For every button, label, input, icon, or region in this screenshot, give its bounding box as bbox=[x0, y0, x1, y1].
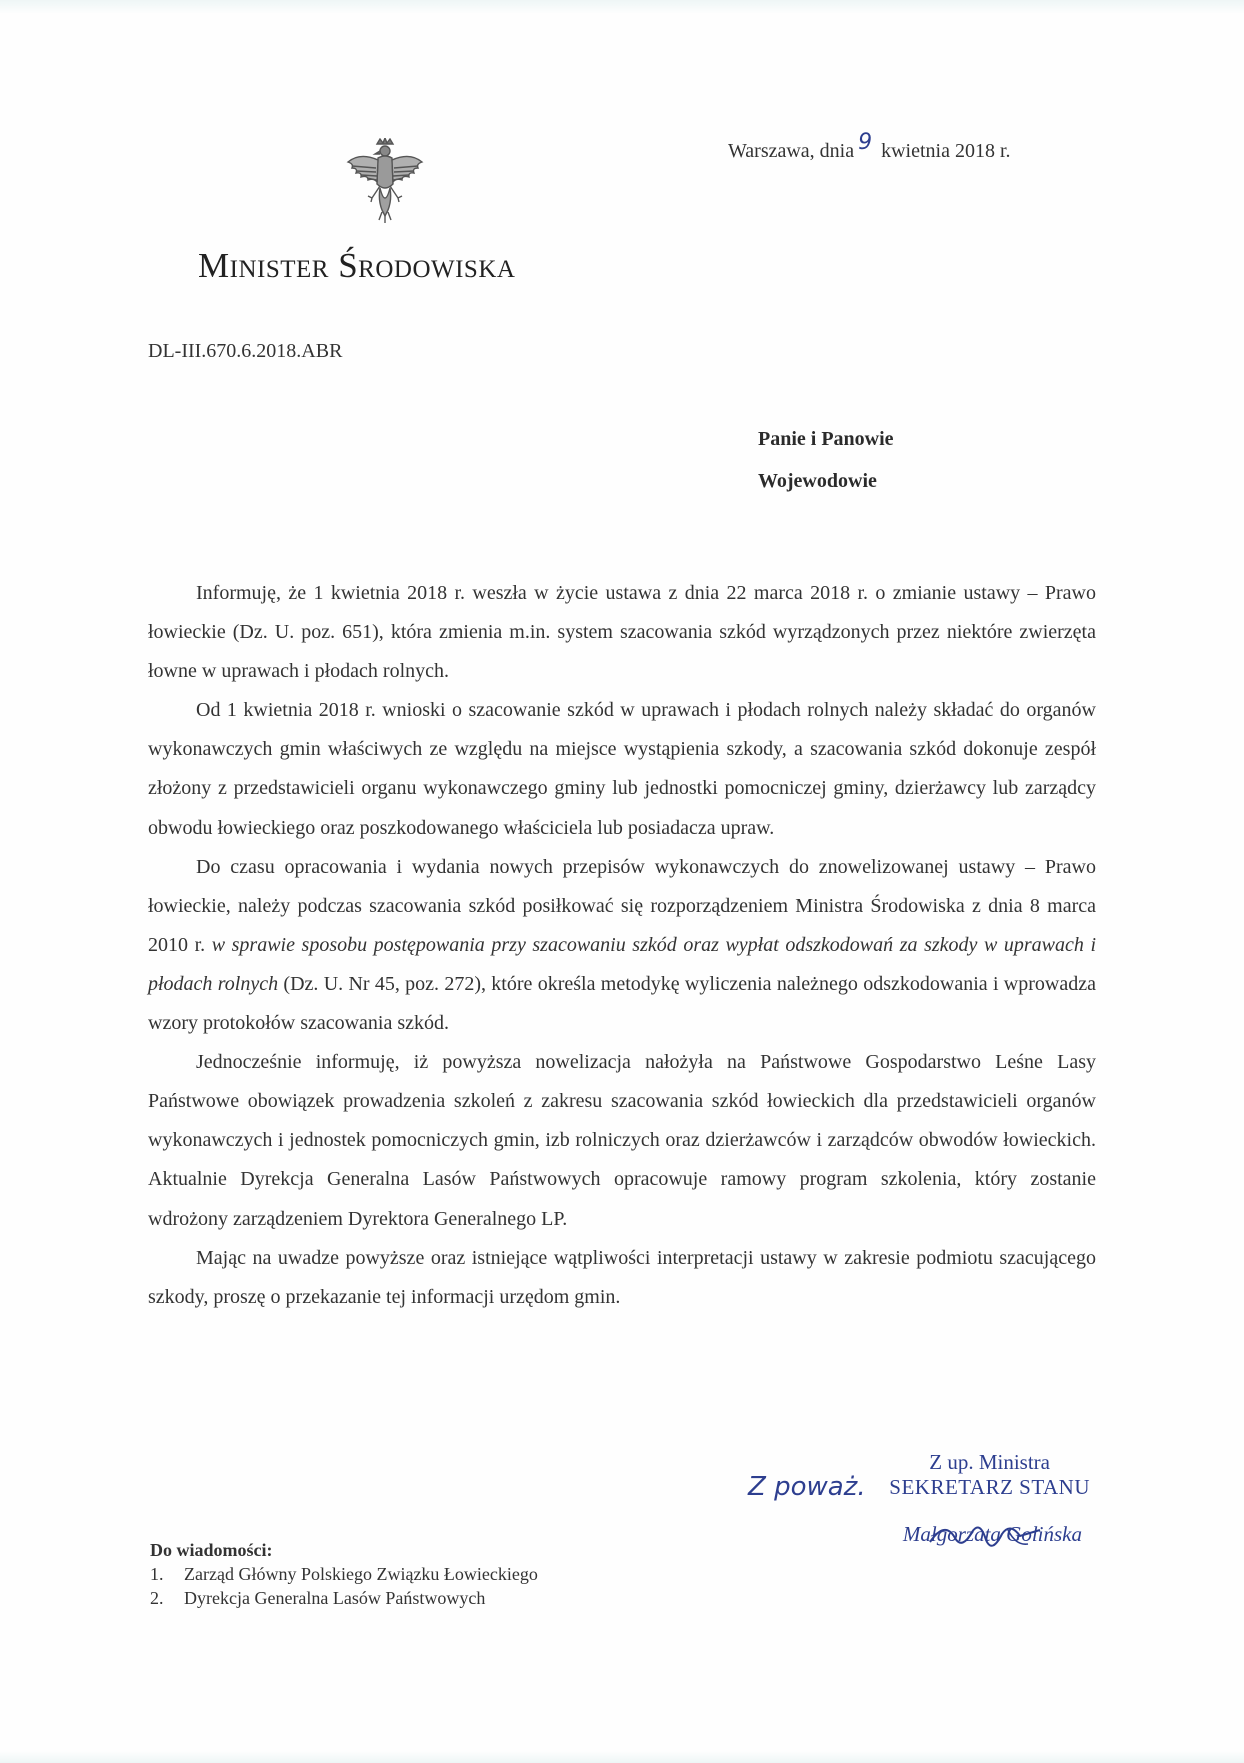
addressee-line-2: Wojewodowie bbox=[758, 470, 877, 492]
signature-block bbox=[740, 1450, 1100, 1580]
body-paragraph-4: Jednocześnie informuję, iż powyższa nowelizacja nałożyła na Państwowe Gospodarstwo Leśne Lasy Państwowe obowiązek prowadzenia szkoleń z zakresu szacowania szkód łowieckich dla przedstawicieli organów wykonawczych i jednostek pomocniczych gmin, izb rolniczych oraz dzierżawców i zarządców obwodów łowieckich. Aktualnie Dyrekcja Generalna Lasów Państwowych opracowuje ramowy program szkolenia, który zostanie wdrożony zarządzeniem Dyrektora Generalnego LP. bbox=[148, 1051, 1096, 1230]
body-paragraph-1: Informuję, że 1 kwietnia 2018 r. weszła w życie ustawa z dnia 22 marca 2018 r. o zmianie ustawy – Prawo łowieckie (Dz. U. poz. 651), która zmienia m.in. system szacowania szkód wyrządzonych przez niektóre zwierzęta łowne w uprawach i płodach rolnych. bbox=[148, 582, 1096, 683]
cc-item bbox=[150, 1586, 538, 1610]
reference-number: DL-III.670.6.2018.ABR bbox=[148, 340, 343, 362]
cc-item-number: 2. bbox=[150, 1588, 164, 1608]
signatory-name: Małgorzata Golińska bbox=[902, 1522, 1082, 1546]
cc-heading: Do wiadomości: bbox=[150, 1540, 273, 1560]
stamp-line-1: Z up. Ministra bbox=[929, 1450, 1050, 1474]
cc-section bbox=[150, 1538, 538, 1610]
handwritten-day: 9 bbox=[858, 130, 873, 155]
place-date-prefix: Warszawa, dnia bbox=[728, 140, 855, 162]
regulation-title: w sprawie sposobu postępowania przy szacowaniu szkód oraz wypłat odszkodowań za szkody w uprawach i płodach rolnych bbox=[148, 933, 1097, 995]
place-date-suffix: kwietnia 2018 r. bbox=[881, 140, 1011, 162]
stamp-line-2: SEKRETARZ STANU bbox=[889, 1475, 1090, 1499]
body-paragraph-3 bbox=[148, 848, 1096, 1043]
letter-body bbox=[148, 574, 1096, 1317]
handwritten-signature bbox=[740, 1450, 1100, 1580]
scan-edge bbox=[0, 0, 1244, 14]
body-paragraph-5: Mając na uwadze powyższe oraz istniejące wątpliwości interpretacji ustawy w zakresie podmiotu szacującego szkody, proszę o przekazanie tej informacji urzędom gmin. bbox=[148, 1246, 1096, 1308]
body-paragraph-2: Od 1 kwietnia 2018 r. wnioski o szacowanie szkód w uprawach i płodach rolnych należy składać do organów wykonawczych gmin właściwych ze względu na miejsce wystąpienia szkody, a szacowania szkód dokonuje zespół złożony z przedstawicieli organu wykonawczego gminy lub jednostki pomocniczej gminy, dzierżawcy lub zarządcy obwodu łowieckiego oraz poszkodowanego właściciela lub posiadacza upraw. bbox=[148, 699, 1096, 839]
place-date bbox=[728, 130, 1011, 163]
polish-eagle-icon bbox=[346, 138, 424, 224]
letterhead-title: Minister Środowiska bbox=[198, 246, 516, 285]
cc-item-text: Dyrekcja Generalna Lasów Państwowych bbox=[184, 1588, 486, 1608]
addressee bbox=[758, 418, 894, 502]
cc-item-text: Zarząd Główny Polskiego Związku Łowieckiego bbox=[184, 1564, 538, 1584]
cc-list bbox=[150, 1562, 538, 1610]
body-paragraph-3-start: Do czasu opracowania i wydania nowych przepisów wykonawczych do znowelizowanej ustawy – Prawo łowieckie, należy podczas szacowania szkód posiłkować się rozporządzeniem Ministra Środowiska z dnia 8 marca 2010 r. bbox=[148, 855, 1096, 956]
handwritten-prefix: Z poważ. bbox=[748, 1472, 866, 1502]
cc-item-number: 1. bbox=[150, 1564, 164, 1584]
body-paragraph-3-end: (Dz. U. Nr 45, poz. 272), które określa metodykę wyliczenia należnego odszkodowania i wprowadza wzory protokołów szacowania szkód. bbox=[148, 972, 1096, 1035]
scan-edge bbox=[0, 1751, 1244, 1763]
addressee-line-1: Panie i Panowie bbox=[758, 428, 894, 450]
cc-item bbox=[150, 1562, 538, 1586]
